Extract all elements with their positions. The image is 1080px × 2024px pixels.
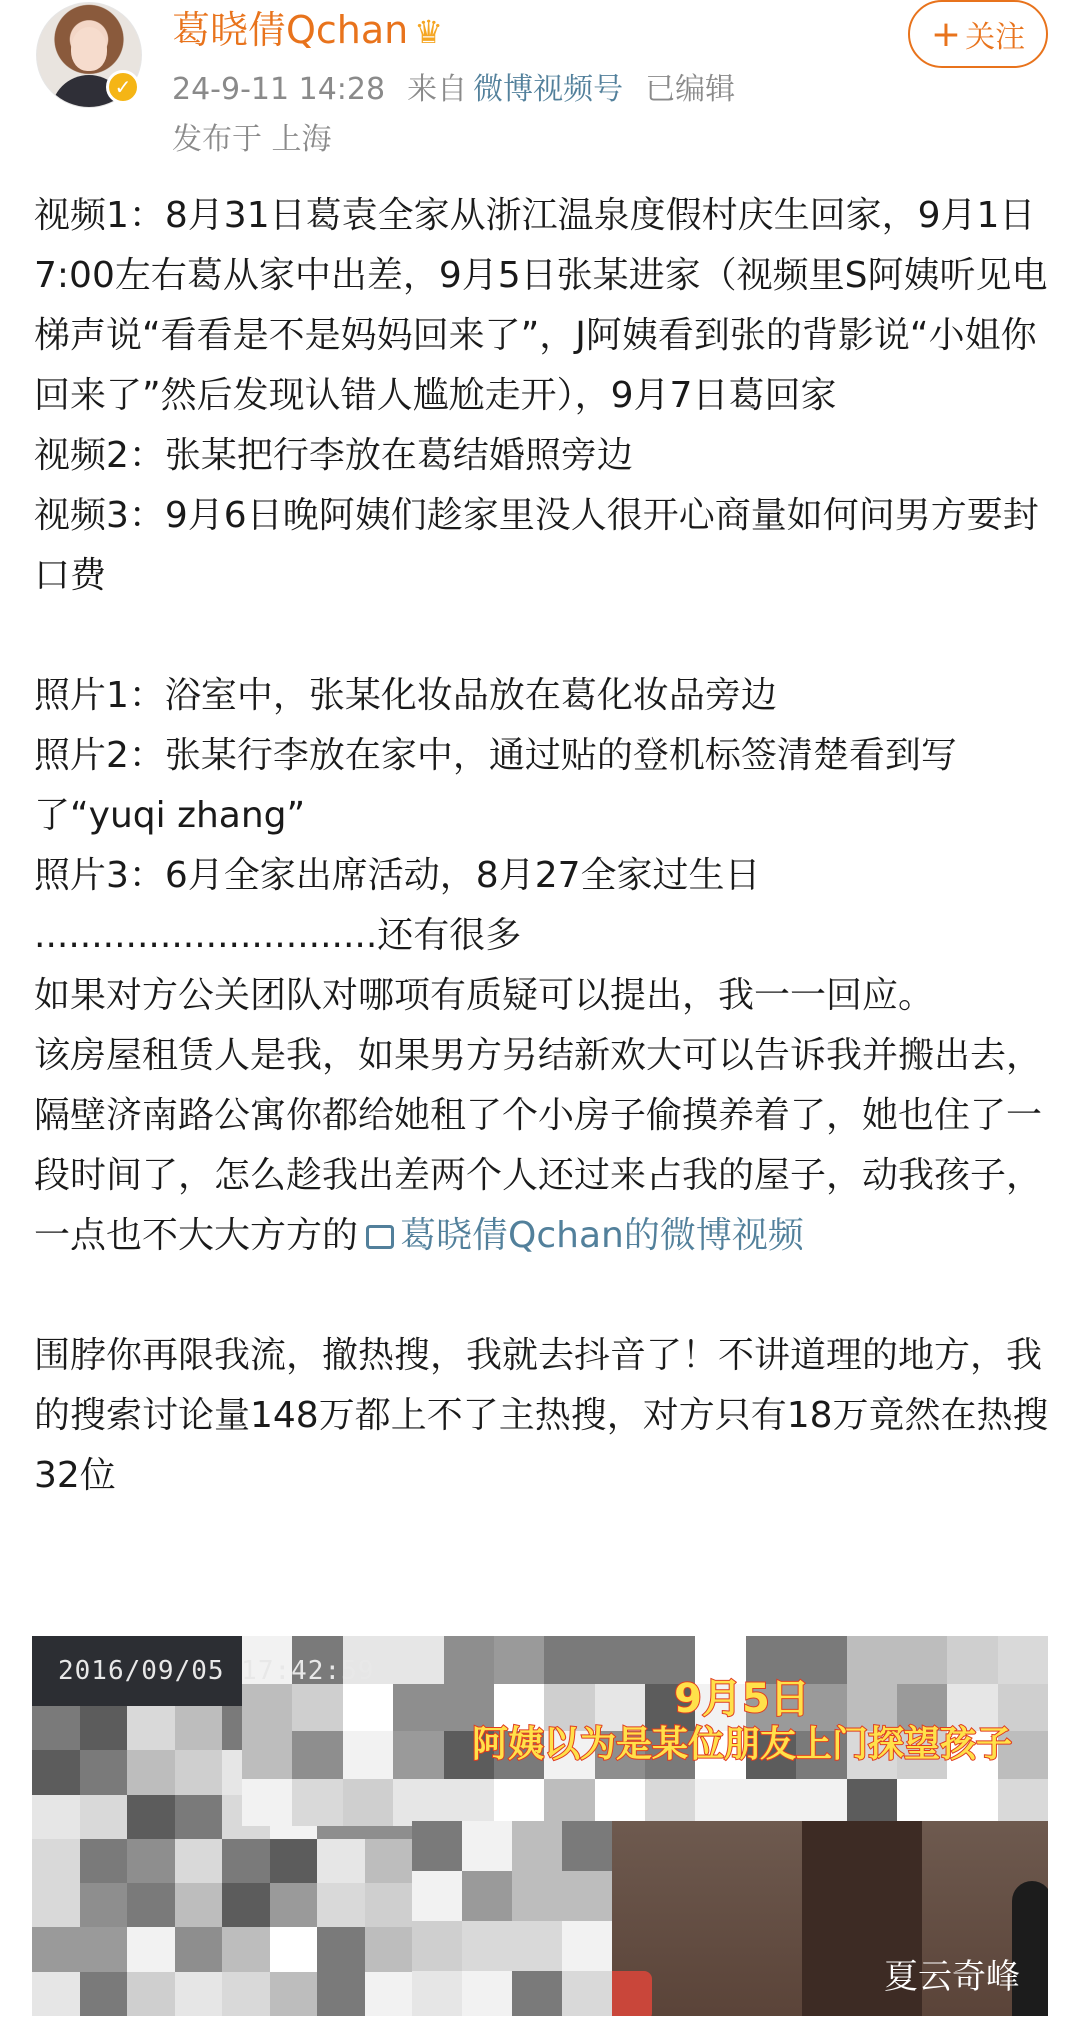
mosaic-tile: [462, 1871, 512, 1921]
mosaic-tile: [242, 1731, 292, 1779]
mosaic-tile: [222, 1883, 270, 1927]
mosaic-tile: [365, 1883, 413, 1927]
mosaic-tile: [80, 1750, 128, 1794]
mosaic-tile: [947, 1779, 997, 1827]
post-header: [0, 0, 1080, 165]
mosaic-tile: [80, 1839, 128, 1883]
mosaic-tile: [32, 1927, 80, 1971]
mosaic-tile: [365, 1839, 413, 1883]
post-timestamp: 24-9-11 14:28: [172, 72, 386, 107]
mosaic-tile: [175, 1706, 223, 1750]
watermark: 夏云奇峰: [884, 1957, 1020, 1997]
mosaic-tile: [127, 1750, 175, 1794]
mosaic-tile: [412, 1971, 462, 2016]
mosaic-tile: [562, 1971, 612, 2016]
mosaic-tile: [32, 1706, 80, 1750]
mosaic-tile: [444, 1779, 494, 1827]
mosaic-tile: [270, 1927, 318, 1971]
mosaic-tile: [175, 1750, 223, 1794]
mosaic-tile: [222, 1927, 270, 1971]
mosaic-tile: [80, 1883, 128, 1927]
mosaic-tile: [175, 1883, 223, 1927]
mosaic-tile: [127, 1795, 175, 1839]
mosaic-tile: [222, 1839, 270, 1883]
video-link[interactable]: 葛晓倩Qchan的微博视频: [400, 1215, 804, 1256]
post-paragraph: 照片1：浴室中，张某化妆品放在葛化妆品旁边: [34, 675, 777, 716]
mosaic-tile: [80, 1927, 128, 1971]
verified-badge-icon: ✓: [106, 70, 140, 104]
mosaic-tile: [127, 1706, 175, 1750]
post-paragraph-text: 该房屋租赁人是我，如果男方另结新欢大可以告诉我并搬出去，隔壁济南路公寓你都给她租了个小房子偷摸养着了，她也住了一段时间了，怎么趁我出差两个人还过来占我的屋子，动我孩子，一点也不大大方方的: [34, 1035, 1043, 1256]
blank-line: [34, 1266, 1049, 1326]
post-paragraph: ..............................还有很多: [34, 915, 522, 956]
mosaic-tile: [562, 1821, 612, 1871]
mosaic-tile: [127, 1972, 175, 2016]
mosaic-tile: [32, 1883, 80, 1927]
post-paragraph: 如果对方公关团队对哪项有质疑可以提出，我一一回应。: [34, 975, 935, 1016]
caption-line-1: 9月5日: [674, 1676, 810, 1722]
mosaic-tile: [412, 1921, 462, 1971]
mosaic-tile: [512, 1971, 562, 2016]
post-body: [34, 186, 1049, 1506]
mosaic-tile: [127, 1927, 175, 1971]
mosaic-tile: [695, 1779, 745, 1827]
mosaic-tile: [32, 1839, 80, 1883]
video-thumbnail[interactable]: [32, 1636, 1048, 2016]
mosaic-tile: [270, 1883, 318, 1927]
avatar-face: [71, 27, 107, 71]
post-paragraph: 视频1：8月31日葛袁全家从浙江温泉度假村庆生回家，9月1日7:00左右葛从家中出差，9月5日张某进家（视频里S阿姨听见电梯声说“看看是不是妈妈回来了”，J阿姨看到张的背影说“小姐你回来了”然后发现认错人尴尬走开），9月7日葛回家: [34, 195, 1048, 416]
mosaic-tile: [80, 1706, 128, 1750]
edited-label[interactable]: 已编辑: [645, 72, 736, 107]
plus-icon: +: [930, 13, 962, 55]
mosaic-tile: [462, 1821, 512, 1871]
mosaic-tile: [897, 1779, 947, 1827]
crown-icon: ♛: [414, 13, 443, 51]
mosaic-tile: [512, 1871, 562, 1921]
mosaic-tile: [292, 1731, 342, 1779]
mosaic-tile: [127, 1883, 175, 1927]
mosaic-tile: [562, 1921, 612, 1971]
source-link[interactable]: 微博视频号: [473, 72, 624, 107]
mosaic-tile: [175, 1972, 223, 2016]
mosaic-tile: [270, 1972, 318, 2016]
mosaic-tile: [317, 1972, 365, 2016]
post-paragraph: 照片2：张某行李放在家中，通过贴的登机标签清楚看到写了“yuqi zhang”: [34, 735, 957, 836]
mosaic-tile: [80, 1795, 128, 1839]
mosaic-tile: [317, 1839, 365, 1883]
mosaic-tile: [32, 1972, 80, 2016]
caption-line-2: 阿姨以为是某位朋友上门探望孩子: [471, 1724, 1012, 1765]
post-paragraph: 视频3：9月6日晚阿姨们趁家里没人很开心商量如何问男方要封口费: [34, 495, 1039, 596]
follow-label: 关注: [965, 20, 1026, 55]
pixelated-area: [412, 1821, 612, 2016]
mosaic-tile: [512, 1921, 562, 1971]
mosaic-tile: [562, 1871, 612, 1921]
mosaic-tile: [365, 1927, 413, 1971]
video-caption: [412, 1676, 1048, 1768]
mosaic-tile: [494, 1779, 544, 1827]
mosaic-tile: [242, 1779, 292, 1827]
mosaic-tile: [242, 1684, 292, 1732]
follow-button[interactable]: [908, 0, 1048, 68]
post-paragraph-with-link: [34, 1026, 1049, 1266]
mosaic-tile: [175, 1839, 223, 1883]
post-paragraph: 围脖你再限我流，撤热搜，我就去抖音了！不讲道理的地方，我的搜索讨论量148万都上不了主热搜，对方只有18万竟然在热搜32位: [34, 1335, 1049, 1496]
post-location: 发布于 上海: [172, 122, 332, 157]
mosaic-tile: [412, 1821, 462, 1871]
mosaic-tile: [343, 1684, 393, 1732]
post-meta: [172, 66, 757, 114]
mosaic-tile: [32, 1750, 80, 1794]
mosaic-tile: [343, 1731, 393, 1779]
mosaic-tile: [998, 1779, 1048, 1827]
mosaic-tile: [127, 1839, 175, 1883]
blank-line: [34, 606, 1049, 666]
username[interactable]: [172, 2, 443, 60]
mosaic-tile: [222, 1972, 270, 2016]
mosaic-tile: [317, 1927, 365, 1971]
mosaic-tile: [292, 1779, 342, 1827]
mosaic-tile: [412, 1871, 462, 1921]
mosaic-tile: [175, 1927, 223, 1971]
username-text[interactable]: 葛晓倩Qchan: [172, 8, 409, 52]
mosaic-tile: [317, 1883, 365, 1927]
video-timestamp: 2016/09/05 17:42:59: [58, 1656, 375, 1686]
mosaic-tile: [343, 1779, 393, 1827]
mosaic-tile: [746, 1779, 796, 1827]
mosaic-tile: [270, 1839, 318, 1883]
mosaic-tile: [365, 1972, 413, 2016]
mosaic-tile: [462, 1971, 512, 2016]
mosaic-tile: [544, 1779, 594, 1827]
mosaic-tile: [80, 1972, 128, 2016]
source-prefix: 来自: [407, 72, 468, 107]
mosaic-tile: [796, 1779, 846, 1827]
mosaic-tile: [462, 1921, 512, 1971]
mosaic-tile: [32, 1795, 80, 1839]
mosaic-tile: [595, 1779, 645, 1827]
post-paragraph: 视频2：张某把行李放在葛结婚照旁边: [34, 435, 633, 476]
mosaic-tile: [645, 1779, 695, 1827]
post-paragraph: 照片3：6月全家出席活动，8月27全家过生日: [34, 855, 761, 896]
mosaic-tile: [292, 1684, 342, 1732]
video-link-icon: [366, 1225, 394, 1249]
mosaic-tile: [847, 1779, 897, 1827]
mosaic-tile: [175, 1795, 223, 1839]
mosaic-tile: [393, 1779, 443, 1827]
mosaic-tile: [512, 1821, 562, 1871]
